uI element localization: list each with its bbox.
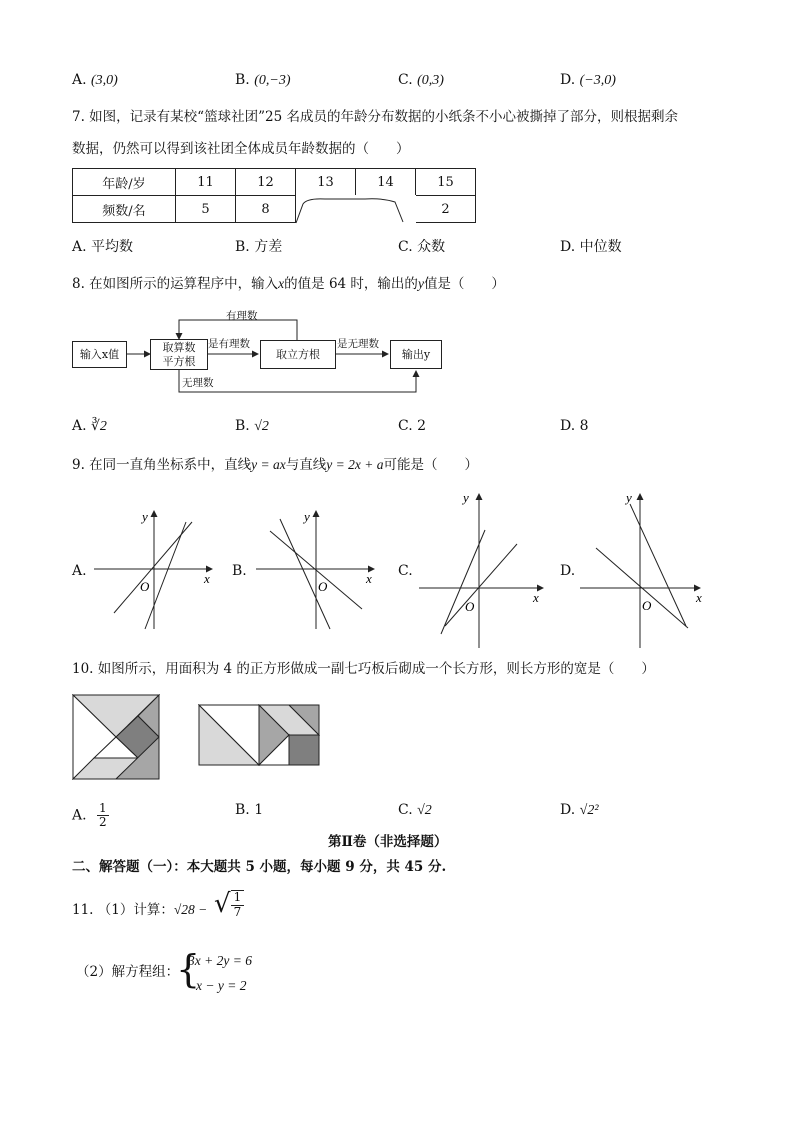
q7-stem-line2: 数据，仍然可以得到该社团全体成员年龄数据的（ ） (72, 141, 410, 157)
equation-1: 3x + 2y = 6 (188, 953, 252, 968)
q8-option-b: B. √2 (235, 418, 269, 434)
q8-option-a: A. ∛2 (72, 418, 107, 434)
origin-label: O (318, 579, 328, 594)
q10-option-c: C. √2 (398, 802, 432, 818)
fraction-one-half: $\frac{1}{2}$ (99, 801, 107, 830)
q7-stem-line1: 7. 如图，记录有某校“篮球社团”25 名成员的年龄分布数据的小纸条不小心被撕掉了部分，则根据剩余 (72, 109, 678, 125)
table-cell: 12 (236, 169, 296, 196)
table-cell: 11 (176, 169, 236, 196)
q8-stem: 8. 在如图所示的运算程序中，输入x的值是 64 时，输出的y值是（ ） (72, 276, 505, 292)
graph-b (250, 505, 380, 633)
origin-label: O (465, 599, 475, 614)
table-cell: 8 (236, 196, 296, 223)
flow-label-irrational: 无理数 (182, 377, 214, 389)
table-header-frequency: 频数/名 (73, 196, 176, 223)
flow-label-is-rational: 是有理数 (208, 338, 250, 350)
flow-sqrt-box: 取算数 平方根 (150, 339, 208, 370)
axis-y-label: y (304, 509, 310, 524)
torn-paper-edge (295, 194, 417, 224)
q7-option-d: D. 中位数 (560, 239, 622, 255)
q10-option-b: B. 1 (235, 802, 264, 818)
flow-label-is-irrational: 是无理数 (337, 338, 379, 350)
q10-option-d: D. √2² (560, 802, 599, 818)
table-cell: 14 (356, 169, 416, 196)
q7-option-a: A. 平均数 (72, 239, 134, 255)
axis-y-label: y (142, 509, 148, 524)
q10-option-a: A. $\frac{1}{2}$ (72, 801, 107, 830)
equation-2: x − y = 2 (196, 978, 247, 993)
axis-y-label: y (463, 490, 469, 505)
tangram-rectangle (198, 704, 320, 766)
table-cell: 13 (296, 169, 356, 196)
q9-option-c: C. (398, 563, 413, 579)
q6-option-b: B. (0,−3) (235, 72, 291, 88)
flow-label-rational-loop: 有理数 (226, 310, 258, 322)
q6-option-c: C. (0,3) (398, 72, 444, 88)
graph-a (88, 505, 218, 633)
q6-option-d: D. (−3,0) (560, 72, 616, 88)
part-title: 第Ⅱ卷（非选择题） (328, 834, 448, 850)
q9-stem: 9. 在同一直角坐标系中，直线y = ax与直线y = 2x + a可能是（ ） (72, 457, 478, 473)
axis-x-label: x (366, 571, 372, 586)
graph-c (415, 490, 550, 650)
q8-option-d: D. 8 (560, 418, 589, 434)
axis-x-label: x (533, 590, 539, 605)
q7-option-c: C. 众数 (398, 239, 446, 255)
q10-stem: 10. 如图所示，用面积为 4 的正方形做成一副七巧板后砌成一个长方形，则长方形的宽是（ ） (72, 661, 655, 677)
q11-sqrt-fraction: √ $\frac{1}{7}$ (214, 890, 244, 920)
q7-option-b: B. 方差 (235, 239, 283, 255)
table-cell: 15 (416, 169, 476, 196)
table-header-age: 年龄/岁 (73, 169, 176, 196)
tangram-square (72, 694, 160, 780)
q11-part2-label: （2）解方程组： (76, 964, 180, 980)
axis-x-label: x (696, 590, 702, 605)
graph-d (578, 490, 708, 650)
table-cell: 2 (416, 196, 476, 223)
flow-cbrt-box: 取立方根 (260, 340, 336, 369)
q9-option-a: A. (72, 563, 87, 579)
flow-input-box: 输入x值 (72, 341, 127, 368)
system-brace: { (176, 947, 201, 991)
q9-option-d: D. (560, 563, 576, 579)
q8-option-c: C. 2 (398, 418, 427, 434)
flow-output-box: 输出y (390, 340, 442, 369)
table-cell: 5 (176, 196, 236, 223)
q11-part1: 11. （1）计算：√28 − (72, 902, 208, 918)
origin-label: O (642, 598, 652, 613)
axis-y-label: y (626, 490, 632, 505)
section-heading: 二、解答题（一）：本大题共 5 小题，每小题 9 分，共 45 分. (72, 859, 447, 875)
axis-x-label: x (204, 571, 210, 586)
q6-option-a: A. (3,0) (72, 72, 118, 88)
origin-label: O (140, 579, 150, 594)
q9-option-b: B. (232, 563, 247, 579)
